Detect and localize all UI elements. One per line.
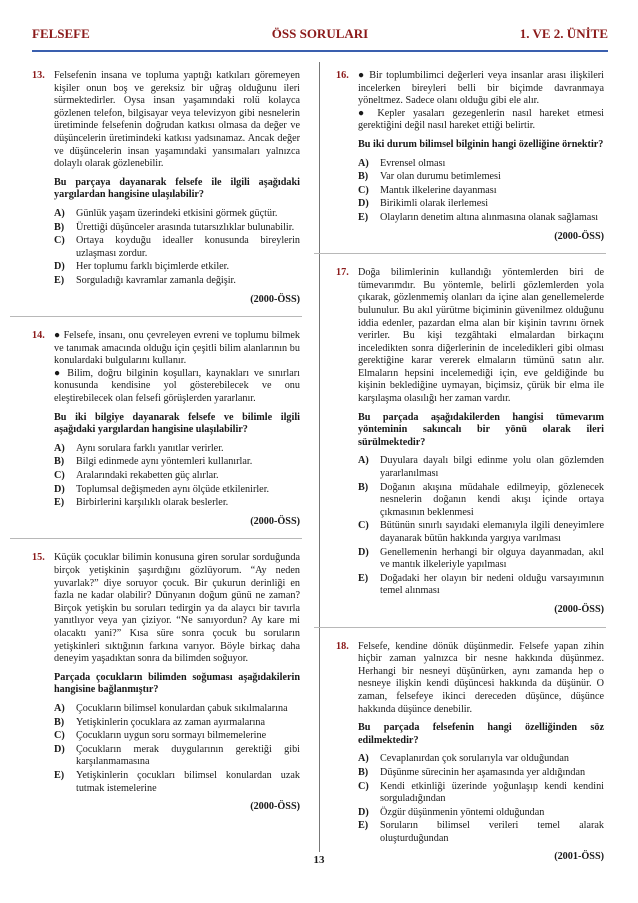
question-source: (2001-ÖSS) <box>554 851 604 863</box>
question-13 <box>32 70 300 306</box>
header-title: ÖSS SORULARI <box>271 26 369 41</box>
option-b <box>358 767 604 780</box>
option-text: Olayların denetim altına alınmasına olanak sağlaması <box>380 211 599 223</box>
options-list <box>358 455 604 598</box>
option-letter: A) <box>358 455 369 467</box>
question-source: (2000-ÖSS) <box>554 230 604 242</box>
header-unit: 1. VE 2. ÜNİTE <box>519 26 608 41</box>
option-text: Günlük yaşam üzerindeki etkisini görmek güçtür. <box>76 207 278 219</box>
options-list <box>358 753 604 845</box>
question-paragraph: Felsefe, kendine dönük düşünmedir. Felsefe yapan zihin hiçbir zaman yalnızca bir nesne hakkında düşünmez. Herhangi bir nesneyi düşünürken, aynı zamanda hep o nesneye ilişkin kendi düşüncesi hakkında da düşünür. O zaman, felsefeye ikinci dereceden düşünce, düşünce hakkında düşünce denebilir. <box>358 640 604 715</box>
question-paragraph: Felsefenin insana ve topluma yaptığı katkıları göremeyen kişiler onun boş ve gereksiz bir uğraş olduğunu ileri sürmektedirler. Oysa insan yaşamındaki rolü kolayca gözlenen telefon, bilgisayar veya televizyon gibi nesnelerin üretiminde felsefenin doğrudan katkısı olmasa da değer ve düşüncelerin üretimindeki katkısı yadsınamaz. Ancak değer ve düşüncelerin insan yaşamındaki yansımaları yalnızca dolaylı olarak gözlenebilir. <box>54 70 300 170</box>
option-d <box>358 547 604 572</box>
option-a <box>54 208 300 221</box>
option-text: Özgür düşünmenin yöntemi olduğundan <box>380 806 545 818</box>
question-paragraph: ● Felsefe, insanı, onu çevreleyen evreni ve toplumu bilmek ve tanımak amacında olduğu için çeşitli bilim alanlarının bu konulardaki bulgularını kullanır. <box>54 330 300 367</box>
option-d <box>54 261 300 274</box>
right-column <box>336 70 604 864</box>
left-column <box>32 70 300 814</box>
option-b <box>54 456 300 469</box>
question-source: (2000-ÖSS) <box>554 603 604 615</box>
option-letter: C) <box>54 470 65 482</box>
option-text: Var olan durumu betimlemesi <box>380 171 501 183</box>
option-letter: D) <box>54 483 65 495</box>
option-text: Çocukların uygun soru sormayı bilmemelerine <box>76 730 267 742</box>
option-letter: E) <box>358 211 369 223</box>
option-letter: C) <box>54 730 65 742</box>
question-separator <box>10 316 302 318</box>
option-text: Bilgi edinmede aynı yöntemleri kullanırlar. <box>76 456 253 468</box>
option-d <box>358 807 604 820</box>
option-letter: D) <box>358 546 369 558</box>
option-c <box>358 781 604 806</box>
option-text: Kendi etkinliği üzerinde yoğunlaşıp kendi kendini sorguladığından <box>380 780 604 805</box>
option-letter: C) <box>358 184 369 196</box>
question-paragraph: Küçük çocuklar bilimin konusuna giren sorular sorduğunda birçok yetişkinin şaşırdığını gözlüyorum. “Ay neden yuvarlak?” diye soruyor çocuk. Bir çukurun derinliği en fazla ne kadar olabilir? Dünyanın doğum günü ne zaman? Birçok yetişkin bu soruları tedirgin ya da alaycı bir tavırla yanıtlıyor veya yan çiziyor. “Ne sanıyordun? Ay kare mi olacaktı yani?” Kısa süre sonra çocuk bu soruların yetişkinleri sıktığının farkına varıyor. Böyle birkaç daha deneyim yaşadıktan sonra da bilimden soğuyor. <box>54 552 300 665</box>
option-c <box>54 470 300 483</box>
option-b <box>54 717 300 730</box>
option-letter: B) <box>54 221 65 233</box>
option-text: Bütünün sınırlı sayıdaki elemanıyla ilgili deneyimlere dayanarak bütün hakkında yargıya varılması <box>380 520 604 544</box>
column-divider <box>319 62 320 852</box>
question-15 <box>32 552 300 813</box>
option-text: Ürettiği düşünceler arasında tutarsızlıklar bulunabilir. <box>76 221 295 233</box>
option-text: Çocukların merak duygularının gerektiği gibi karşılanmamasına <box>76 743 300 768</box>
option-e <box>358 573 604 598</box>
header-subject: FELSEFE <box>32 26 90 41</box>
option-a <box>358 158 604 171</box>
question-number: 15. <box>32 552 45 564</box>
option-letter: B) <box>54 716 65 728</box>
option-letter: D) <box>358 806 369 818</box>
option-letter: B) <box>358 481 369 493</box>
option-d <box>358 198 604 211</box>
option-a <box>54 443 300 456</box>
option-letter: E) <box>54 497 65 509</box>
option-b <box>358 171 604 184</box>
question-number: 13. <box>32 70 45 81</box>
option-text: Çocukların bilimsel konulardan çabuk sıkılmalarına <box>76 702 288 714</box>
option-text: Birikimli olarak ilerlemesi <box>380 198 489 210</box>
option-c <box>358 185 604 198</box>
option-letter: A) <box>358 753 369 765</box>
question-stem: Bu parçada aşağıdakilerden hangisi tümevarım yönteminin sakıncalı bir yönü olarak ileri sürülmektedir? <box>358 411 604 448</box>
option-text: Genellemenin herhangi bir olguya dayanmadan, akıl ve mantık ilkeleriyle yapılması <box>380 546 604 571</box>
option-letter: A) <box>54 442 65 454</box>
question-stem: Parçada çocukların bilimden soğuması aşağıdakilerin hangisine bağlanmıştır? <box>54 671 300 696</box>
option-a <box>54 703 300 716</box>
option-letter: C) <box>358 780 369 792</box>
option-e <box>358 212 604 225</box>
option-letter: A) <box>358 157 369 169</box>
option-letter: E) <box>54 274 65 286</box>
option-a <box>358 753 604 766</box>
option-text: Duyulara dayalı bilgi edinme yolu olan gözlemden yararlanılması <box>380 455 604 480</box>
option-c <box>358 520 604 545</box>
option-letter: D) <box>54 743 65 755</box>
options-list <box>358 158 604 225</box>
question-18 <box>336 641 604 865</box>
question-separator <box>314 253 606 255</box>
question-paragraph: Doğa bilimlerinin kullandığı yöntemlerden biri de tümevarımdır. Bu yöntemle, belirli gözlemlerden yola çıkarak, gözlenmemiş olanları da içine alan genellemelerde bulunulur. Bu akıl yürütme biçiminin güvenilmez olduğunu iddia edenler, pazardan elma alan bir kişinin tavrını örnek verirler. Bu kişi tezgâhtaki elmalardan birkaçını inceledikten sonra diğerlerinin de inceledikleri gibi olması gerektiğine karar vererek elmaların tümünü satın alır. Elmaların hepsini incelemediği için, eve geldiğinde bu kişinin beklediğine uymayan, biçimsiz, çürük bir elma ile karşılaşma olasılığı her zaman vardır. <box>358 267 604 405</box>
options-list <box>54 443 300 510</box>
option-a <box>358 455 604 480</box>
option-letter: E) <box>358 820 369 832</box>
question-number: 17. <box>336 267 349 279</box>
question-paragraph: ● Kepler yasaları gezegenlerin nasıl hareket etmesi gerektiğini değil nasıl hareket ettiği belirtir. <box>358 107 604 132</box>
option-letter: D) <box>54 261 65 273</box>
option-e <box>358 820 604 845</box>
option-text: Doğadaki her olayın bir nedeni olduğu varsayımının temel alınması <box>380 572 604 597</box>
option-e <box>54 275 300 288</box>
option-text: Cevaplanırdan çok sorularıyla var olduğundan <box>380 753 569 765</box>
option-text: Evrensel olması <box>380 157 446 169</box>
page-header <box>32 26 608 48</box>
option-text: Yetişkinlerin çocuklara az zaman ayırmalarına <box>76 716 266 728</box>
option-e <box>54 497 300 510</box>
question-stem: Bu iki bilgiye dayanarak felsefe ve bilimle ilgili aşağıdaki yargılardan hangisine ulaşılabilir? <box>54 411 300 436</box>
option-text: Sorguladığı kavramlar zamanla değişir. <box>76 274 236 286</box>
question-stem: Bu parçada felsefenin hangi özelliğinden söz edilmektedir? <box>358 722 604 746</box>
option-b <box>54 222 300 235</box>
option-letter: B) <box>358 171 369 183</box>
question-paragraph: ● Bilim, doğru bilginin koşulları, kaynakları ve sınırları konusunda kendisine yol gösterebilecek ve onu eleştirebilecek olan felsefi görüşlerden yararlanır. <box>54 367 300 405</box>
option-letter: C) <box>54 235 65 247</box>
question-number: 14. <box>32 330 45 342</box>
option-c <box>54 730 300 743</box>
page-number: 13 <box>313 854 325 866</box>
option-e <box>54 770 300 795</box>
option-d <box>54 744 300 769</box>
question-14 <box>32 330 300 528</box>
option-letter: A) <box>54 702 65 714</box>
option-letter: E) <box>54 769 65 781</box>
option-text: Mantık ilkelerine dayanması <box>380 184 497 196</box>
option-text: Birbirlerini karşılıklı olarak beslerler. <box>76 497 229 509</box>
option-letter: C) <box>358 520 369 532</box>
question-16 <box>336 70 604 243</box>
question-number: 16. <box>336 70 349 81</box>
question-separator <box>10 538 302 540</box>
question-separator <box>314 627 606 629</box>
option-text: Ortaya koyduğu idealler konusunda bireylerin uzlaşması zordur. <box>76 235 300 259</box>
option-letter: A) <box>54 207 65 219</box>
options-list <box>54 208 300 288</box>
option-d <box>54 484 300 497</box>
options-list <box>54 703 300 795</box>
option-letter: B) <box>358 766 369 778</box>
option-c <box>54 235 300 260</box>
question-17 <box>336 267 604 616</box>
header-rule <box>32 50 608 52</box>
option-text: Her toplumu farklı biçimlerde etkiler. <box>76 261 230 273</box>
question-number: 18. <box>336 640 349 652</box>
question-source: (2000-ÖSS) <box>250 515 300 527</box>
option-text: Doğanın akışına müdahale edilmeyip, gözlenecek nesnelerin doğanın kendi akışı içinde ortaya çıkmasının beklenmesi <box>380 481 604 518</box>
question-stem: Bu parçaya dayanarak felsefe ile ilgili aşağıdaki yargılardan hangisine ulaşılabilir? <box>54 176 300 201</box>
option-letter: D) <box>358 198 369 210</box>
option-text: Aralarındaki rekabetten güç alırlar. <box>76 470 219 482</box>
option-text: Düşünme sürecinin her aşamasında yer aldığından <box>380 766 586 778</box>
question-stem: Bu iki durum bilimsel bilginin hangi özelliğine örnektir? <box>358 138 604 150</box>
option-text: Yetişkinlerin çocukları bilimsel konulardan uzak tutmak istemelerine <box>76 769 300 794</box>
question-source: (2000-ÖSS) <box>250 293 300 305</box>
option-text: Soruların bilimsel verileri temel alarak oluşturduğundan <box>380 820 604 844</box>
option-b <box>358 482 604 520</box>
question-paragraph: ● Bir toplumbilimci değerleri veya insanlar arası ilişkileri incelerken bireyleri belli bir biçimde davranmaya yöneltmez. Sadece olanı olduğu gibi ele alır. <box>358 70 604 107</box>
option-text: Toplumsal değişmeden aynı ölçüde etkilenirler. <box>76 483 270 495</box>
option-letter: B) <box>54 456 65 468</box>
question-source: (2000-ÖSS) <box>250 801 300 813</box>
option-letter: E) <box>358 572 369 584</box>
option-text: Aynı sorulara farklı yanıtlar verirler. <box>76 442 224 454</box>
